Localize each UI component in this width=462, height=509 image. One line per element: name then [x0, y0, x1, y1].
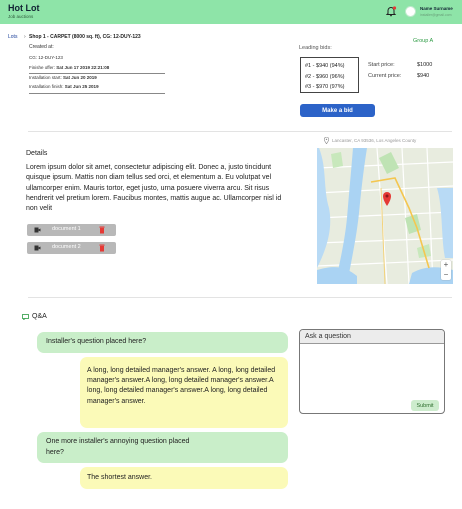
leading-bids-label: Leading bids:	[299, 45, 332, 51]
install-finish-label: Installation finish:	[29, 84, 64, 89]
user-avatar[interactable]	[405, 6, 416, 17]
document-item-1[interactable]	[27, 224, 116, 236]
install-start-label: Installation start:	[29, 75, 62, 80]
info-divider-bottom	[29, 93, 165, 94]
finish-offer-label: Finishe offer:	[29, 65, 55, 70]
answer-bubble: The shortest answer.	[80, 467, 288, 489]
notification-bell-icon[interactable]	[385, 5, 397, 17]
leading-bids-box	[300, 57, 359, 93]
bid-item: #2 - $960 (96%)	[305, 73, 345, 80]
details-title: Details	[26, 150, 48, 157]
ask-question-label: Ask a question	[305, 333, 351, 340]
qa-title: Q&A	[32, 313, 47, 320]
cg-value: 12-DUY-123	[38, 55, 63, 60]
location-pin-icon	[324, 137, 329, 144]
ask-question-panel[interactable]	[299, 329, 445, 414]
location-text: Lancaster, CA 93536, Los Angeles County	[332, 138, 417, 143]
document-icon	[34, 227, 41, 233]
delete-icon[interactable]	[99, 226, 105, 234]
bid-item: #1 - $940 (94%)	[305, 63, 345, 69]
cg-label: CG:	[29, 55, 38, 60]
finish-offer-value: Sat Jun 17 2019 22:21:08	[56, 65, 110, 70]
answer-bubble: A long, long detailed manager's answer. A long, long detailed manager's answer.A long, long detailed manager's answer.A long, long detailed manager's answer.A long, long detailed manager's answer.	[80, 357, 288, 428]
info-divider	[29, 73, 165, 74]
delete-icon[interactable]	[99, 244, 105, 252]
install-start-value: Sat Jun 20 2019	[63, 75, 97, 80]
install-finish-line	[29, 84, 99, 89]
details-text: Lorem ipsum dolor sit amet, consectetur adipiscing elit. Donec a, justo tincidunt quisque ipsum. Mattis non diam tellus sed orci, et elementum a. Eu volutpat vel ullamcorper enim. Mauris tortor, eget justo, urna posuere viverra arcu. Sit risus hendrerit vel pretium lorem. Faucibus montes, mattis augue ac. Ullamcorper nisl id non velit	[26, 164, 282, 213]
map[interactable]	[317, 148, 453, 284]
chat-icon	[22, 314, 30, 320]
lot-title: Shop 1 - CARPET (8000 sq. ft), CG: 12-DUY-123	[29, 34, 141, 40]
start-price-label: Start price:	[368, 62, 395, 68]
section-divider	[28, 297, 452, 298]
group-label: Group A	[413, 38, 434, 44]
app-title[interactable]: Hot Lot	[8, 3, 40, 13]
document-item-2[interactable]	[27, 242, 116, 254]
bid-item: #3 - $970 (97%)	[305, 84, 345, 90]
app-subtitle: Job auctions	[8, 14, 34, 19]
zoom-out-button[interactable]: −	[443, 270, 449, 279]
user-email: installer@gmail.com	[420, 13, 452, 17]
submit-question-button[interactable]: Submit	[411, 400, 439, 411]
document-label: document 1	[52, 226, 81, 232]
start-price-value: $1000	[417, 62, 433, 68]
breadcrumb-lots-link[interactable]: Lots	[8, 34, 18, 40]
document-label: document 2	[52, 244, 81, 250]
breadcrumb-separator: ›	[24, 34, 26, 40]
install-finish-value: Sat Jun 25 2019	[64, 84, 99, 89]
created-at-label: Created at:	[29, 44, 54, 50]
install-start-line	[29, 75, 97, 80]
zoom-in-button[interactable]: +	[443, 260, 449, 269]
current-price-label: Current price:	[368, 73, 402, 79]
user-name[interactable]: Name Surname	[420, 6, 453, 11]
current-price-value: $940	[417, 73, 430, 79]
document-icon	[34, 245, 41, 251]
cg-line	[29, 55, 63, 60]
make-bid-button[interactable]: Make a bid	[300, 104, 375, 117]
section-divider	[28, 131, 452, 132]
question-bubble: Installer's question placed here?	[37, 332, 288, 353]
ask-question-header	[300, 330, 444, 344]
map-image	[317, 148, 453, 284]
finish-offer-line	[29, 65, 109, 70]
question-bubble: One more installer's annoying question placed here?	[37, 432, 288, 463]
